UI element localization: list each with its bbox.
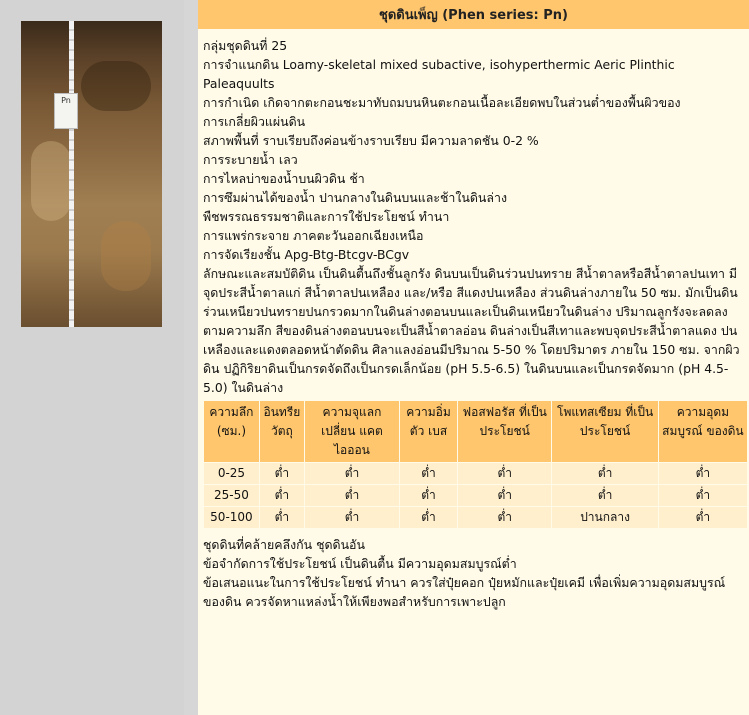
page-title: ชุดดินเพ็ญ (Phen series: Pn)	[198, 0, 749, 29]
cell-value: ต่ำ	[458, 463, 551, 484]
photo-label-card	[54, 93, 78, 129]
table-row	[204, 463, 747, 484]
classification: การจำแนกดิน Loamy-skeletal mixed subactive, isohyperthermic Aeric Plinthic	[203, 57, 675, 72]
cell-depth: 0-25	[204, 463, 259, 484]
header-potassium: โพแทสเซียม ที่เป็นประโยชน์	[552, 401, 657, 462]
runoff: การไหลบ่าของน้ำบนผิวดิน ช้า	[203, 171, 365, 186]
usage-limitation: ข้อจำกัดการใช้ประโยชน์ เป็นดินตื้น มีความอุดมสมบูรณ์ต่ำ	[203, 556, 517, 571]
photo-label: Pn	[61, 96, 71, 105]
cell-value: ต่ำ	[260, 463, 304, 484]
footer-info	[203, 535, 741, 611]
topography: สภาพพื้นที่ ราบเรียบถึงค่อนข้างราบเรียบ มีความลาดชัน 0-2 %	[203, 133, 539, 148]
header-phosphorus: ฟอสฟอรัส ที่เป็นประโยชน์	[458, 401, 551, 462]
cell-value: ต่ำ	[400, 507, 457, 528]
header-organic-matter: อินทรีย วัตถุ	[260, 401, 304, 462]
cell-value: ต่ำ	[305, 507, 399, 528]
fertility-table	[203, 400, 748, 529]
soil-info	[198, 29, 749, 611]
header-cec: ความจุแลกเปลี่ยน แคตไอออน	[305, 401, 399, 462]
cell-value: ต่ำ	[552, 485, 657, 506]
cell-value: ปานกลาง	[552, 507, 657, 528]
permeability: การซึมผ่านได้ของน้ำ ปานกลางในดินบนและช้าในดินล่าง	[203, 190, 507, 205]
cell-value: ต่ำ	[659, 507, 747, 528]
header-base-saturation: ความอิ่มตัว เบส	[400, 401, 457, 462]
usage-recommendation: ข้อเสนอแนะในการใช้ประโยชน์ ทำนา ควรใส่ปุ๋ยคอก ปุ๋ยหมักและปุ๋ยเคมี เพื่อเพิ่มความอุดมสมบูรณ์ของดิน ควรจัดหาแหล่งน้ำให้เพียงพอสำหรับการเพาะปลูก	[203, 575, 726, 609]
cell-value: ต่ำ	[305, 485, 399, 506]
cell-depth: 25-50	[204, 485, 259, 506]
right-panel	[198, 0, 749, 715]
vegetation-use: พืชพรรณธรรมชาติและการใช้ประโยชน์ ทำนา	[203, 209, 450, 224]
origin-cont: การเกลี่ยผิวแผ่นดิน	[203, 114, 306, 129]
table-row	[204, 507, 747, 528]
classification-cont: Paleaquults	[203, 76, 275, 91]
cell-value: ต่ำ	[305, 463, 399, 484]
cell-value: ต่ำ	[260, 507, 304, 528]
cell-value: ต่ำ	[260, 485, 304, 506]
drainage: การระบายน้ำ เลว	[203, 152, 298, 167]
cell-value: ต่ำ	[659, 485, 747, 506]
origin: การกำเนิด เกิดจากตะกอนชะมาทับถมบนหินตะกอนเนื้อละเอียดพบในส่วนต่ำของพื้นผิวของ	[203, 95, 681, 110]
cell-value: ต่ำ	[400, 485, 457, 506]
photo-shade	[31, 141, 71, 221]
cell-value: ต่ำ	[400, 463, 457, 484]
soil-group: กลุ่มชุดดินที่ 25	[203, 38, 288, 53]
table-header-row	[204, 401, 747, 462]
horizon-sequence: การจัดเรียงชั้น Apg-Btg-Btcgv-BCgv	[203, 247, 410, 262]
cell-value: ต่ำ	[552, 463, 657, 484]
header-fertility: ความอุดม สมบูรณ์ ของดิน	[659, 401, 747, 462]
header-depth: ความลึก (ซม.)	[204, 401, 259, 462]
cell-value: ต่ำ	[659, 463, 747, 484]
photo-shade	[81, 61, 151, 111]
cell-value: ต่ำ	[458, 485, 551, 506]
distribution: การแพร่กระจาย ภาคตะวันออกเฉียงเหนือ	[203, 228, 424, 243]
photo-shade	[101, 221, 151, 291]
similar-series: ชุดดินที่คล้ายคลึงกัน ชุดดินอัน	[203, 537, 365, 552]
left-panel	[0, 0, 184, 715]
cell-value: ต่ำ	[458, 507, 551, 528]
soil-profile-photo	[21, 21, 162, 327]
soil-description: ลักษณะและสมบัติดิน เป็นดินตื้นถึงชั้นลูกรัง ดินบนเป็นดินร่วนปนทราย สีน้ำตาลหรือสีน้ำตาลปนเทา มีจุดประสีน้ำตาลแก่ สีน้ำตาลปนเหลือง และ/หรือ สีแดงปนเหลือง ส่วนดินล่างภายใน 50 ซม. มักเป็นดินร่วนเหนียวปนทรายปนกรวดมากในดินล่างตอนบนและเป็นดินเหนียวในดินล่าง ปริมาณลูกรังจะลดลงตามความลึก สีของดินล่างตอนบนจะเป็นสีน้ำตาลอ่อน ดินล่างเป็นสีเทาและพบจุดประสีน้ำตาลแดง ปนเหลืองและแดงตลอดหน้าตัดดิน ศิลาแลงอ่อนมีปริมาณ 5-50 % โดยปริมาตร ภายใน 150 ซม. จากผิวดิน ปฏิกิริยาดินเป็นกรดจัดถึงเป็นกรดเล็กน้อย (pH 5.5-6.5) ในดินบนและเป็นกรดจัดมาก (pH 4.5-5.0) ในดินล่าง	[203, 266, 740, 395]
table-row	[204, 485, 747, 506]
cell-depth: 50-100	[204, 507, 259, 528]
measuring-tape	[69, 21, 74, 327]
